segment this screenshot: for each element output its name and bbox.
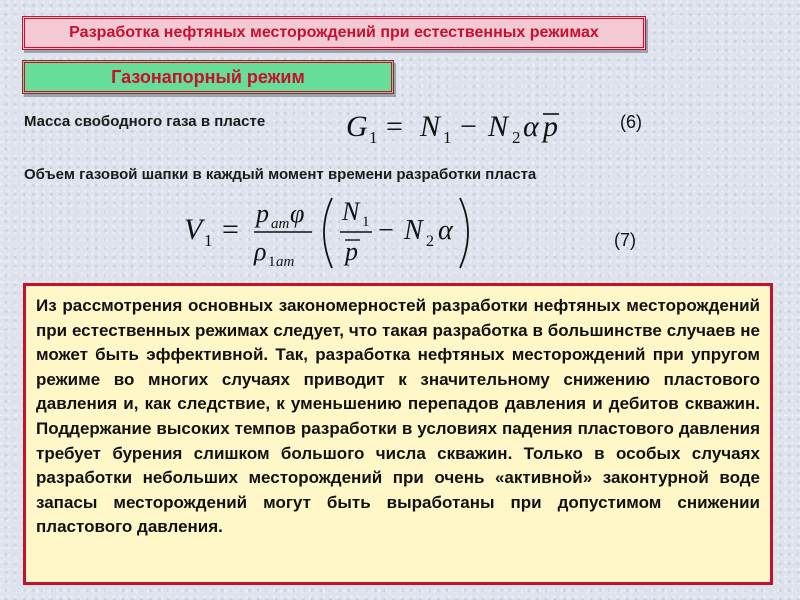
formula-7 — [170, 186, 490, 276]
svg-text:N: N — [488, 110, 509, 143]
svg-text:p: p — [543, 110, 558, 143]
svg-text:ат: ат — [276, 254, 295, 270]
svg-text:=: = — [222, 213, 239, 246]
svg-text:p: p — [345, 237, 358, 266]
formula-6 — [340, 100, 580, 150]
svg-text:ат: ат — [271, 216, 290, 232]
svg-text:V: V — [184, 213, 203, 246]
svg-text:α: α — [438, 215, 453, 246]
slide-title-text: Разработка нефтяных месторождений при естественных режимах — [69, 24, 599, 41]
conclusion-text: Из рассмотрения основных закономерностей разработки нефтяных месторождений при естественных режимах следует, что такая разработка в большинстве случаев не может быть эффективной. Так, разработка нефтяных месторождений при упругом режиме во многих случаях приводит к значительному снижению пластового давления и, как следствие, к уменьшению перепадов давления и дебитов скважин. Поддержание высоких темпов разработки в условиях падения пластового давления требует бурения слишком большого числа скважин. Только в особых случаях разработки небольших месторождений при очень «активной» законтурной воде запасы месторождений могут быть выработаны при допустимом снижении пластового давления. — [36, 296, 760, 537]
gas-mass-label: Масса свободного газа в пласте — [24, 113, 266, 130]
svg-text:2: 2 — [512, 128, 521, 147]
svg-text:1: 1 — [204, 231, 213, 250]
svg-text:φ: φ — [290, 199, 305, 228]
svg-text:1: 1 — [268, 254, 276, 270]
svg-text:1: 1 — [362, 214, 370, 230]
svg-text:−: − — [378, 215, 394, 246]
svg-text:=: = — [386, 110, 403, 143]
svg-text:−: − — [460, 110, 477, 143]
svg-text:1: 1 — [443, 128, 452, 147]
eq-number-7: (7) — [614, 230, 636, 250]
svg-text:p: p — [256, 199, 269, 228]
svg-text:α: α — [523, 110, 539, 143]
conclusion-box — [23, 283, 773, 585]
svg-text:ρ: ρ — [254, 237, 267, 266]
section-subtitle — [22, 60, 394, 94]
section-subtitle-text: Газонапорный режим — [111, 66, 305, 87]
slide-title — [22, 16, 646, 50]
svg-text:2: 2 — [426, 233, 434, 250]
svg-text:G: G — [346, 110, 368, 143]
svg-text:N: N — [420, 110, 441, 143]
gas-cap-volume-label: Объем газовой шапки в каждый момент времени разработки пласта — [24, 166, 537, 183]
svg-text:1: 1 — [369, 128, 378, 147]
svg-text:N: N — [342, 197, 360, 226]
eq-number-6: (6) — [620, 112, 642, 132]
svg-text:N: N — [404, 215, 423, 246]
